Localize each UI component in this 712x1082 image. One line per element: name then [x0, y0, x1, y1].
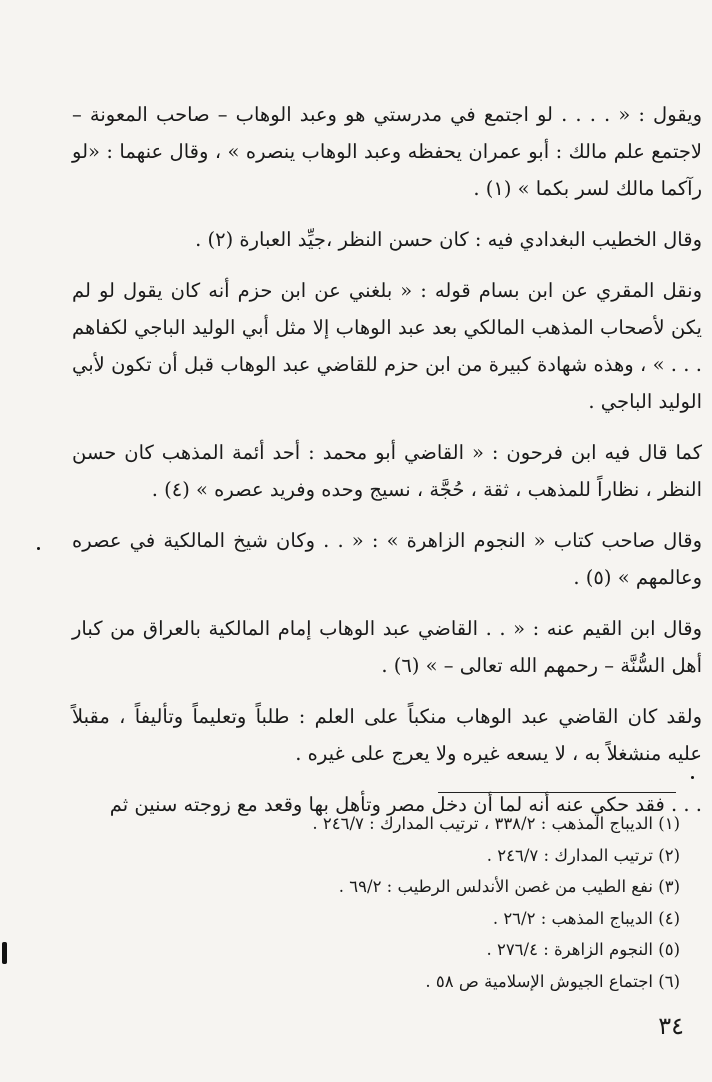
footnote-2: (٢) ترتيب المدارك : ٢٤٦/٧ . [486, 845, 680, 865]
paragraph-2: وقال الخطيب البغدادي فيه : كان حسن النظر ،جيِّد العبارة (٢) . [195, 228, 702, 251]
paragraph-7: ولقد كان القاضي عبد الوهاب منكباً على العلم : طلباً وتعليماً وتأليفاً ، مقبلاً عليه منشغلاً به ، لا يسعه غيره ولا يعرج على غيره . [72, 705, 702, 765]
footnote-1: (١) الديباج المذهب : ٣٣٨/٢ ، ترتيب المدارك : ٢٤٦/٧ . [312, 814, 680, 833]
footnote-5: (٥) النجوم الزاهرة : ٢٧٦/٤ . [486, 940, 680, 959]
paragraph-3: ونقل المقري عن ابن بسام قوله : « بلغني عن ابن حزم أنه كان يقول لو لم يكن لأصحاب المذهب المالكي بعد عبد الوهاب إلا مثل أبي الوليد الباجي لكفاهم . . . » ، وهذه شهادة كبيرة من ابن حزم للقاضي عبد الوهاب قبل أن تكون لأبي الوليد الباجي . [72, 279, 702, 413]
footnote-4: (٤) الديباج المذهب : ٢٦/٢ . [492, 908, 680, 928]
scan-speck [37, 547, 40, 550]
footnote-separator [438, 792, 676, 793]
scan-speck [2, 942, 7, 964]
scan-speck [691, 776, 694, 779]
main-text [72, 96, 702, 837]
paragraph-4: كما قال فيه ابن فرحون : « القاضي أبو محمد : أحد أئمة المذهب كان حسن النظر ، نظاراً للمذهب ، ثقة ، حُجَّة ، نسيج وحده وفريد عصره » (٤) . [72, 441, 702, 501]
paragraph-5: وقال صاحب كتاب « النجوم الزاهرة » : « . . وكان شيخ المالكية في عصره وعالمهم » (٥) . [72, 529, 702, 589]
paragraph-1: ويقول : « . . . . لو اجتمع في مدرستي هو وعبد الوهاب – صاحب المعونة – لاجتمع علم مالك : أبو عمران يحفظه وعبد الوهاب ينصره » ، وقال عنهما : «لو رآكما مالك لسر بكما » (١) . [72, 103, 702, 200]
footnote-3: (٣) نفع الطيب من غصن الأندلس الرطيب : ٦٩/٢ . [338, 877, 680, 896]
paragraph-6: وقال ابن القيم عنه : « . . القاضي عبد الوهاب إمام المالكية بالعراق من كبار أهل السُّنَّة – رحمهم الله تعالى – » (٦) . [72, 617, 702, 677]
paragraph-8: . . . فقد حكي عنه أنه لما أن دخل مصر وتأهل بها وقعد مع زوجته سنين ثم [109, 793, 702, 816]
footnotes [120, 808, 680, 997]
page-number: ٣٤ [658, 1012, 684, 1040]
footnote-6: (٦) اجتماع الجيوش الإسلامية ص ٥٨ . [425, 971, 680, 991]
